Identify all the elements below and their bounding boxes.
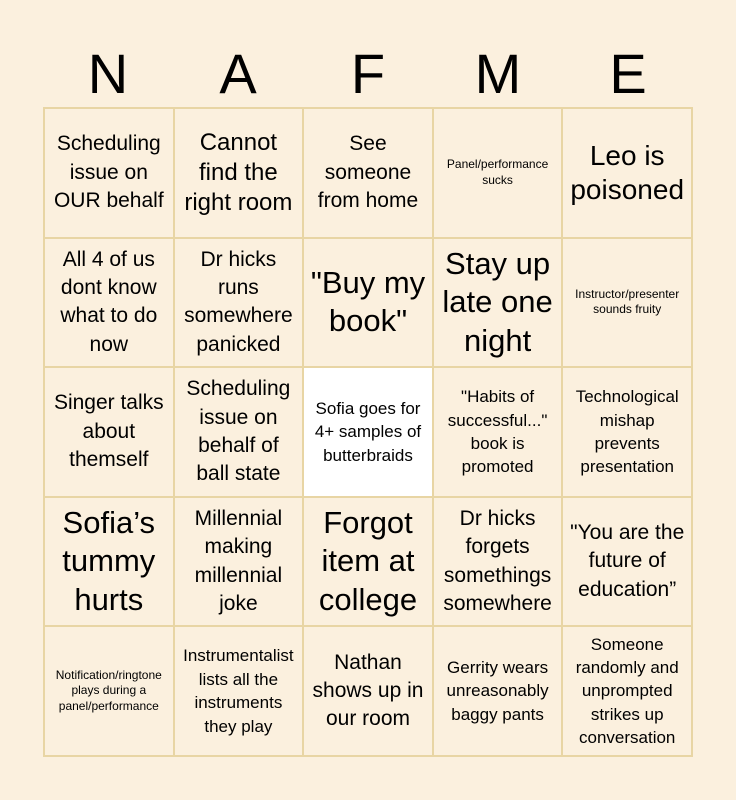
bingo-cell[interactable] [45,627,175,757]
bingo-cell-text: Gerrity wears unreasonably baggy pants [446,658,549,724]
bingo-cell-center[interactable] [304,368,434,498]
bingo-cell[interactable] [563,109,693,239]
bingo-cell[interactable] [175,368,305,498]
bingo-cell-text: Scheduling issue on OUR behalf [53,132,164,212]
bingo-cell-text: Leo is poisoned [570,139,685,205]
header-letter-a: A [219,42,257,105]
bingo-cell-text: Instrumentalist lists all the instruments they play [183,646,294,736]
bingo-cell-text: Instructor/presenter sounds fruity [575,286,680,317]
bingo-cell[interactable] [45,239,175,369]
bingo-cell[interactable] [175,627,305,757]
bingo-cell[interactable] [434,239,564,369]
bingo-cell-text: Cannot find the right room [184,128,293,216]
bingo-cell-text: Sofia’s tummy hurts [62,504,156,617]
bingo-cell[interactable] [304,239,434,369]
bingo-board [43,107,693,757]
bingo-cell-text: Nathan shows up in our room [312,650,424,731]
bingo-cell-text: Panel/performance sucks [446,157,549,187]
bingo-cell-text: Technological mishap prevents presentation [575,387,679,477]
bingo-cell[interactable] [175,109,305,239]
bingo-cell[interactable] [563,627,693,757]
bingo-cell-text: Notification/ringtone plays during a panel/performance [55,667,162,713]
bingo-cell-text: All 4 of us dont know what to do now [60,247,158,356]
bingo-cell[interactable] [434,627,564,757]
bingo-cell[interactable] [45,368,175,498]
bingo-cell[interactable] [175,239,305,369]
bingo-cell[interactable] [45,498,175,628]
bingo-cell[interactable] [434,109,564,239]
header-letter-m: M [474,42,522,105]
bingo-cell[interactable] [175,498,305,628]
header-letter-e: E [609,42,647,105]
bingo-cell-text: Scheduling issue on behalf of ball state [186,377,291,486]
bingo-cell-text: Dr hicks runs somewhere panicked [184,247,293,356]
bingo-cell-text: "Buy my book" [310,264,426,339]
bingo-cell[interactable] [304,498,434,628]
bingo-cell[interactable] [563,498,693,628]
bingo-cell-text: Singer talks about themself [53,391,164,472]
bingo-cell-text: Forgot item at college [318,504,418,617]
bingo-cell[interactable] [563,368,693,498]
bingo-cell[interactable] [304,627,434,757]
bingo-cell-text: Dr hicks forgets somethings somewhere [443,506,552,615]
bingo-cell[interactable] [434,368,564,498]
bingo-header [43,40,693,108]
bingo-cell[interactable] [434,498,564,628]
bingo-cell-text: See someone from home [317,132,419,212]
bingo-cell-text: Someone randomly and unprompted strikes up conversation [575,634,679,748]
bingo-cell-text: Sofia goes for 4+ samples of butterbraids [314,398,422,465]
bingo-cell[interactable] [563,239,693,369]
bingo-cell[interactable] [304,109,434,239]
bingo-cell-text: "You are the future of education” [570,521,685,601]
bingo-cell-text: "Habits of successful..." book is promoted [447,387,548,477]
header-letter-f: F [350,42,386,105]
bingo-cell-text: Stay up late one night [442,245,553,358]
bingo-cell-text: Millennial making millennial joke [194,506,283,615]
header-letter-n: N [87,42,129,105]
bingo-cell[interactable] [45,109,175,239]
